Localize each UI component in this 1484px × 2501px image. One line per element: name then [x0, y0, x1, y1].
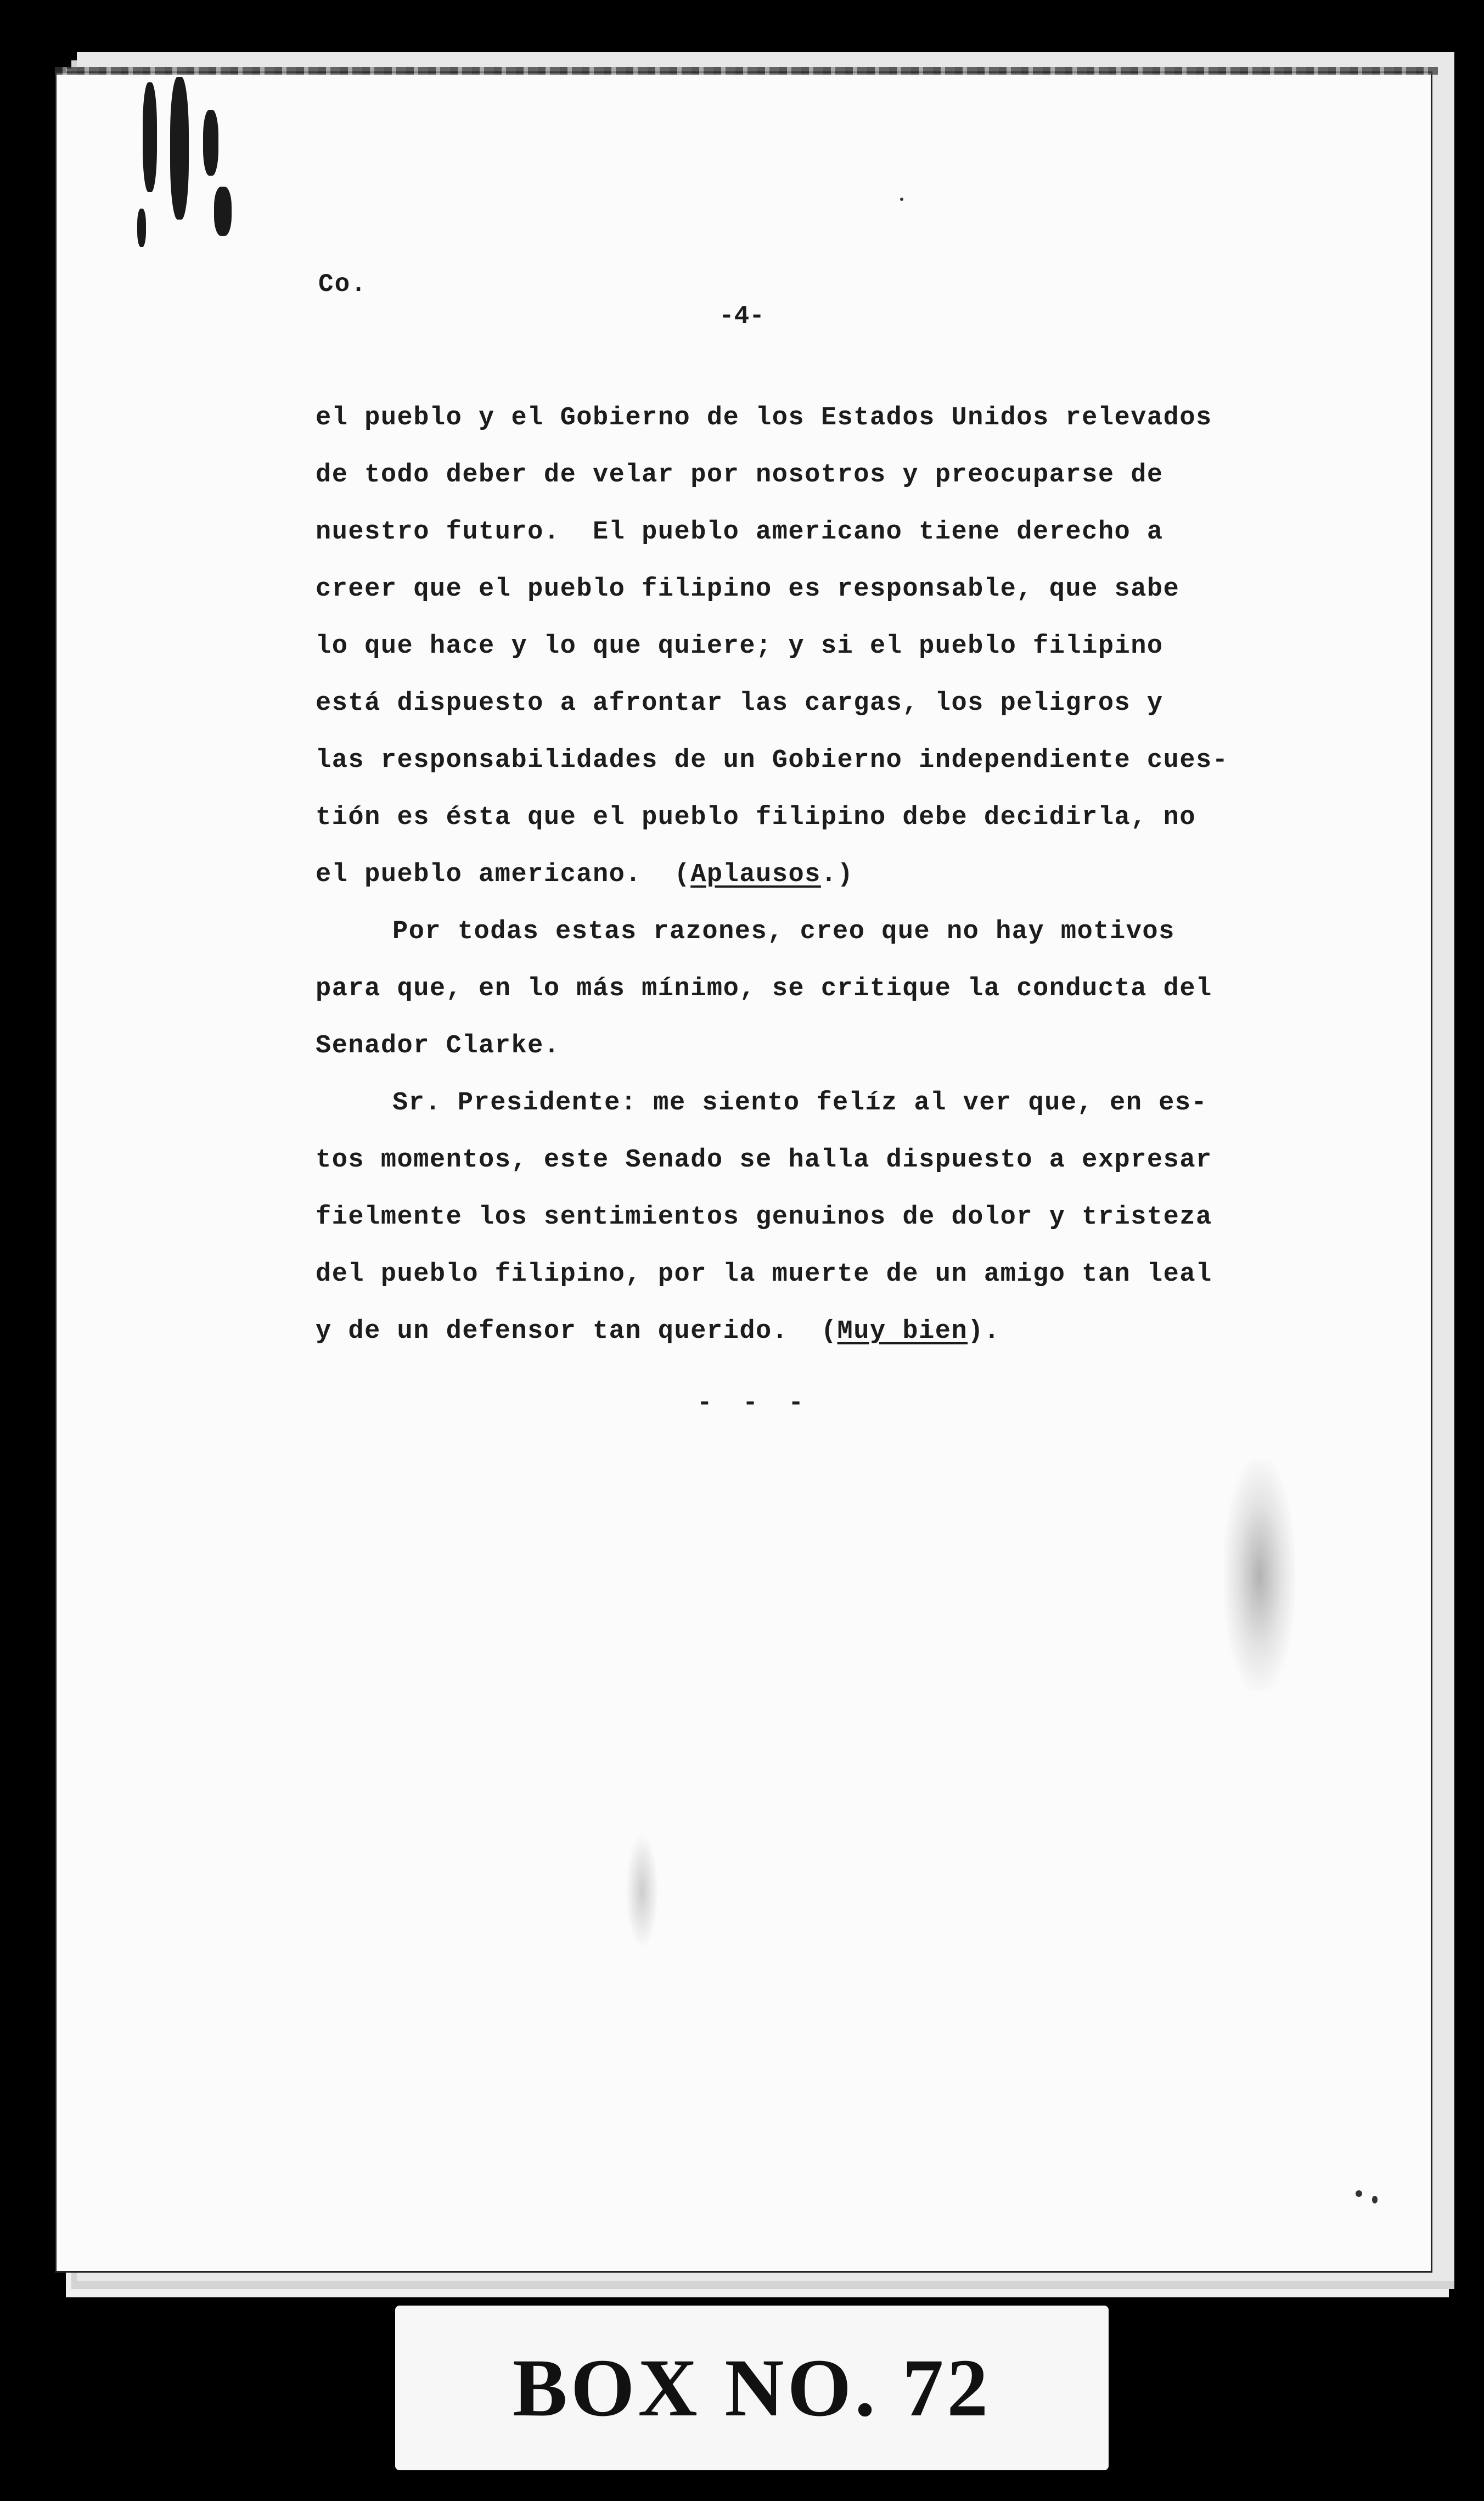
text-line — [316, 504, 1260, 561]
ink-speck — [1356, 2190, 1362, 2197]
text-line-content: fielmente los sentimientos genuinos de dolor y tristeza — [316, 1203, 1212, 1232]
text-line — [316, 675, 1260, 732]
text-line — [316, 618, 1260, 675]
paper-stain-small — [626, 1833, 659, 1949]
text-line — [316, 961, 1260, 1018]
document-body — [316, 390, 1260, 1360]
page-top-edge — [55, 67, 1438, 75]
section-separator: - - - — [697, 1389, 812, 1417]
text-line-content: el pueblo y el Gobierno de los Estados Unidos relevados — [316, 403, 1212, 433]
text-line — [316, 789, 1260, 846]
document-prefix: Co. — [318, 270, 367, 299]
text-line-content: del pueblo filipino, por la muerte de un amigo tan leal — [316, 1260, 1212, 1289]
text-line-closing: .) — [820, 860, 854, 889]
text-line-content: para que, en lo más mínimo, se critique la conducta del — [316, 974, 1212, 1003]
text-line — [316, 1132, 1260, 1189]
text-line-content: Por todas estas razones, creo que no hay motivos — [392, 917, 1175, 946]
text-line-content: el pueblo americano. ( — [316, 860, 691, 889]
text-line — [316, 846, 1260, 904]
text-line — [316, 390, 1260, 447]
text-line — [316, 1246, 1260, 1303]
text-line-content: Senador Clarke. — [316, 1031, 560, 1061]
text-line-content: las responsabilidades de un Gobierno independiente cues- — [316, 746, 1229, 775]
paper-stain — [1224, 1460, 1295, 1691]
text-line-content: nuestro futuro. El pueblo americano tiene derecho a — [316, 518, 1163, 547]
text-line-content: creer que el pueblo filipino es responsable, que sabe — [316, 575, 1180, 604]
text-line-closing: ). — [968, 1317, 1000, 1346]
text-line-content: tos momentos, este Senado se halla dispuesto a expresar — [316, 1146, 1212, 1175]
text-line — [316, 732, 1260, 789]
page-number: -4- — [719, 302, 765, 330]
text-line — [316, 1018, 1260, 1075]
text-line-content: está dispuesto a afrontar las cargas, los peligros y — [316, 689, 1163, 718]
ink-speck — [1372, 2196, 1378, 2203]
underlined-annotation: Muy bien — [837, 1317, 968, 1346]
archive-box-label — [395, 2306, 1109, 2470]
text-line-content: y de un defensor tan querido. ( — [316, 1317, 837, 1346]
text-line-content: tión es ésta que el pueblo filipino debe decidirla, no — [316, 803, 1196, 832]
text-line — [316, 447, 1260, 504]
text-line — [316, 904, 1260, 961]
text-line-content: de todo deber de velar por nosotros y preocuparse de — [316, 461, 1163, 490]
text-line — [316, 1075, 1260, 1132]
underlined-annotation: Aplausos — [690, 860, 821, 889]
text-line-content: Sr. Presidente: me siento felíz al ver que, en es- — [392, 1089, 1208, 1118]
archive-box-label-text: BOX NO. 72 — [512, 2342, 992, 2433]
ink-smudge-mark — [132, 77, 241, 258]
text-line — [316, 1189, 1260, 1246]
text-line — [316, 561, 1260, 618]
text-line — [316, 1303, 1260, 1360]
ink-speck — [900, 198, 903, 201]
text-line-content: lo que hace y lo que quiere; y si el pueblo filipino — [316, 632, 1163, 661]
